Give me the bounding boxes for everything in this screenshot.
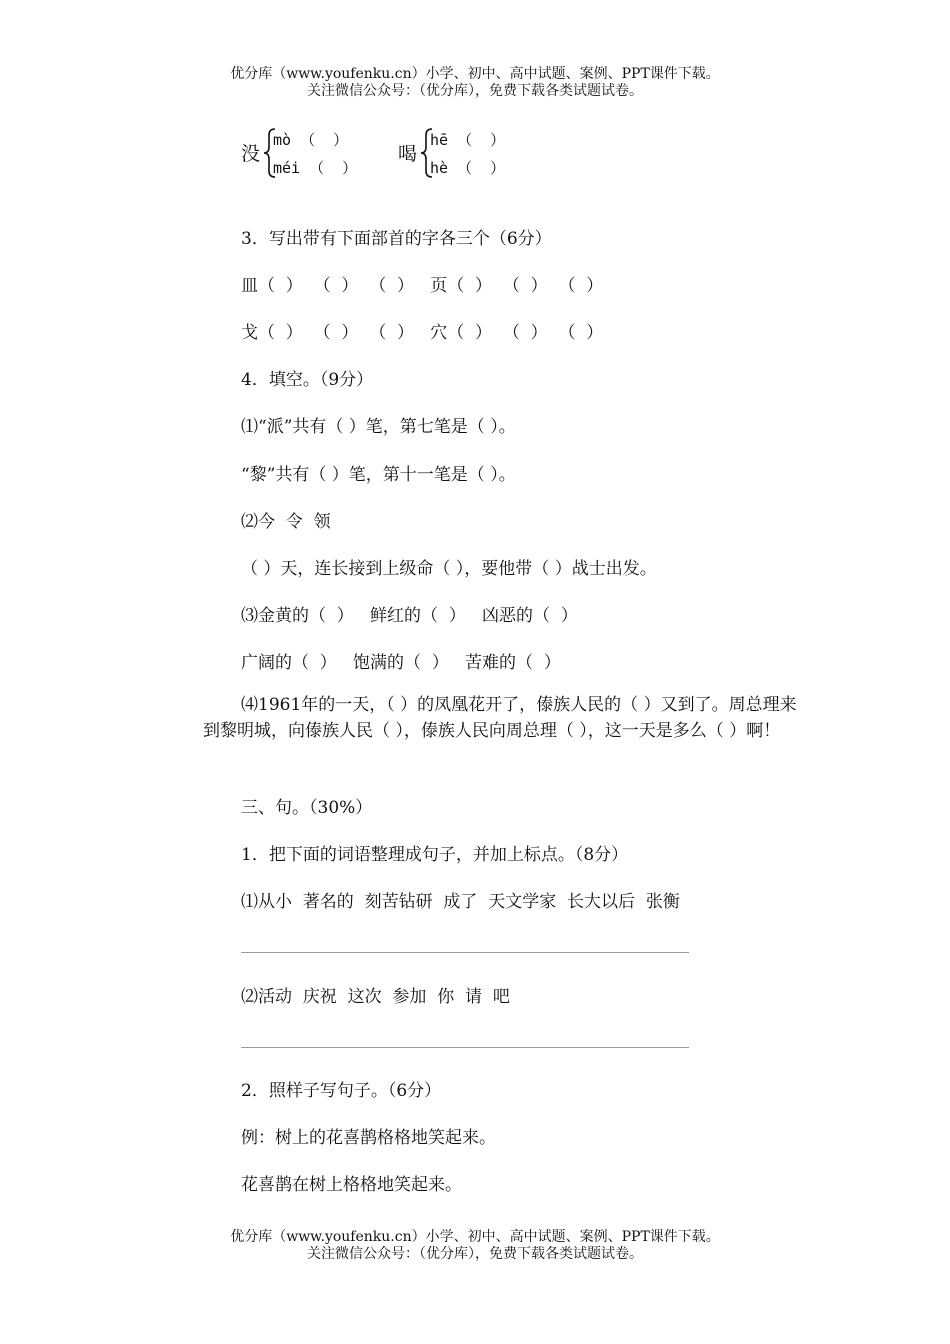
q4-item-1b: “黎”共有（ ）笔，第十一笔是（ ）。 xyxy=(241,465,516,485)
polyphone-option: méi （ ） xyxy=(273,159,358,177)
q4-item-1a: ⑴“派”共有（ ）笔，第七笔是（ ）。 xyxy=(241,417,516,437)
s3-q2-title: 2．照样子写句子。（6分） xyxy=(241,1081,442,1101)
polyphone-char: 喝 xyxy=(398,143,418,165)
polyphone-option: hè （ ） xyxy=(430,159,506,177)
polyphone-group-mei xyxy=(241,127,371,183)
s3-q1-title: 1．把下面的词语整理成句子，并加上标点。（8分） xyxy=(241,845,629,865)
s3-q1-item-2: ⑵活动 庆祝 这次 参加 你 请 吧 xyxy=(241,987,510,1007)
q4-item-2-sentence: （ ）天，连长接到上级命（ ），要他带（ ）战士出发。 xyxy=(241,559,657,579)
q3-row-2: 戈（ ） （ ） （ ） 穴（ ） （ ） （ ） xyxy=(241,323,604,343)
polyphone-group-he xyxy=(398,127,518,183)
example-sentence-rewrite: 花喜鹊在树上格格地笑起来。 xyxy=(241,1175,462,1195)
example-sentence: 例：树上的花喜鹊格格地笑起来。 xyxy=(241,1128,496,1148)
page-footer xyxy=(0,1229,950,1263)
header-line-2: 关注微信公众号：（优分库），免费下载各类试题试卷。 xyxy=(307,83,643,99)
polyphone-option: hē （ ） xyxy=(430,131,506,149)
q4-item-3b: 广阔的（ ） 饱满的（ ） 苦难的（ ） xyxy=(241,653,561,673)
q3-title: 3．写出带有下面部首的字各三个（6分） xyxy=(241,229,552,249)
answer-line xyxy=(241,952,689,953)
q4-item-2: ⑵今 令 领 xyxy=(241,512,331,532)
answer-line xyxy=(241,1047,689,1048)
section-3-title: 三、句。（30%） xyxy=(241,798,373,818)
polyphone-char: 没 xyxy=(241,143,261,165)
footer-line-1: 优分库（www.youfenku.cn）小学、初中、高中试题、案例、PPT课件下载。 xyxy=(230,1229,720,1245)
q3-row-1: 皿（ ） （ ） （ ） 页（ ） （ ） （ ） xyxy=(241,276,604,296)
polyphone-option: mò （ ） xyxy=(273,131,349,149)
page-header xyxy=(0,66,950,100)
q4-item-3a: ⑶金黄的（ ） 鲜红的（ ） 凶恶的（ ） xyxy=(241,606,578,626)
s3-q1-item-1: ⑴从小 著名的 刻苦钻研 成了 天文学家 长大以后 张衡 xyxy=(241,892,680,912)
header-line-1: 优分库（www.youfenku.cn）小学、初中、高中试题、案例、PPT课件下载。 xyxy=(230,66,720,82)
q4-title: 4．填空。（9分） xyxy=(241,370,374,390)
q4-item-4: ⑷1961年的一天，（ ）的凤凰花开了，傣族人民的（ ）又到了。周总理来到黎明城，向傣族人民（ ），傣族人民向周总理（ ），这一天是多么（ ）啊！ xyxy=(203,695,797,741)
footer-line-2: 关注微信公众号：（优分库），免费下载各类试题试卷。 xyxy=(307,1246,643,1262)
